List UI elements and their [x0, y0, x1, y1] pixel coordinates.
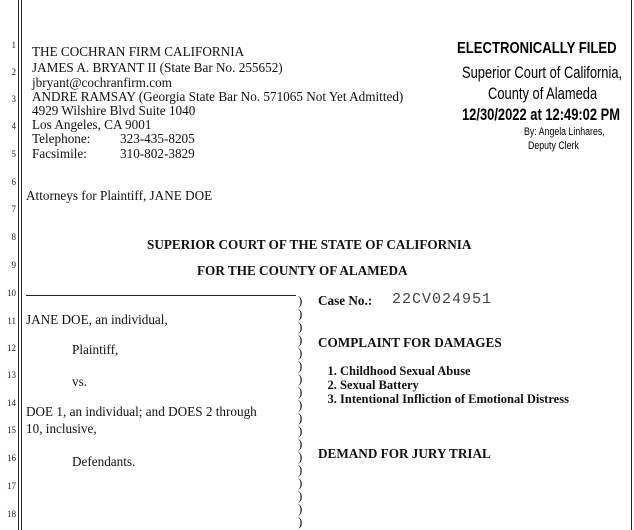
causes-of-action-list — [318, 364, 634, 406]
telephone-label: Telephone: — [32, 131, 91, 146]
line-number: 2 — [11, 67, 16, 77]
paren-mark: ) — [298, 397, 303, 412]
stamp-clerk: By: Angela Linhares, — [524, 126, 605, 138]
address-line: 4929 Wilshire Blvd Suite 1040 — [32, 103, 196, 118]
line-number: 13 — [7, 370, 16, 380]
jury-demand: DEMAND FOR JURY TRIAL — [318, 446, 491, 461]
line-number: 7 — [11, 204, 16, 214]
complaint-title: COMPLAINT FOR DAMAGES — [318, 335, 502, 350]
line-number: 9 — [11, 260, 16, 270]
paren-mark: ) — [298, 423, 303, 438]
paren-mark: ) — [298, 475, 303, 490]
attorney-line: JAMES A. BRYANT II (State Bar No. 255652) — [32, 60, 283, 75]
paren-mark: ) — [298, 449, 303, 464]
stamp-datetime: 12/30/2022 at 12:49:02 PM — [462, 105, 621, 124]
line-number: 4 — [11, 121, 16, 131]
cause-of-action: 1. Childhood Sexual Abuse — [340, 364, 634, 378]
stamp-court: Superior Court of California, — [462, 63, 623, 82]
case-number: 22CV024951 — [392, 291, 493, 308]
paren-mark: ) — [298, 345, 303, 360]
versus: vs. — [72, 374, 88, 389]
cause-of-action: 3. Intentional Infliction of Emotional Distress — [340, 392, 634, 406]
paren-mark: ) — [298, 358, 303, 373]
telephone-value: 323-435-8205 — [120, 131, 195, 146]
line-number: 3 — [11, 94, 16, 104]
address-line: Los Angeles, CA 9001 — [32, 117, 152, 132]
plaintiff-role: Plaintiff, — [72, 342, 119, 357]
line-number: 14 — [7, 398, 16, 408]
attorneys-for: Attorneys for Plaintiff, JANE DOE — [26, 188, 213, 203]
paren-mark: ) — [298, 332, 303, 347]
line-number: 15 — [7, 425, 16, 435]
court-county: FOR THE COUNTY OF ALAMEDA — [197, 263, 408, 278]
paren-mark: ) — [298, 436, 303, 451]
line-number: 17 — [7, 481, 16, 491]
attorney-line: ANDRE RAMSAY (Georgia State Bar No. 571065 Not Yet Admitted) — [32, 89, 404, 104]
margin-rule-inner — [21, 0, 22, 530]
paren-mark: ) — [298, 371, 303, 386]
stamp-county: County of Alameda — [488, 84, 598, 103]
caption-top-rule — [26, 295, 296, 296]
case-number-label: Case No.: — [318, 293, 373, 308]
line-number: 16 — [7, 453, 16, 463]
paren-mark: ) — [298, 306, 303, 321]
defendants-line1: DOE 1, an individual; and DOES 2 through — [26, 404, 257, 419]
margin-rule-outer — [18, 0, 19, 530]
facsimile-label: Facsimile: — [32, 146, 87, 161]
line-number: 12 — [7, 343, 16, 353]
facsimile-value: 310-802-3829 — [120, 146, 195, 161]
court-title: SUPERIOR COURT OF THE STATE OF CALIFORNIA — [147, 237, 472, 252]
line-number: 8 — [11, 232, 16, 242]
paren-mark: ) — [298, 462, 303, 477]
line-number: 18 — [7, 509, 16, 519]
defendants-role: Defendants. — [72, 454, 136, 469]
paren-mark: ) — [298, 293, 303, 308]
line-number: 6 — [11, 177, 16, 187]
defendants-line2: 10, inclusive, — [26, 421, 97, 436]
line-number: 5 — [11, 149, 16, 159]
paren-mark: ) — [298, 514, 303, 529]
paren-mark: ) — [298, 488, 303, 503]
paren-mark: ) — [298, 319, 303, 334]
paren-mark: ) — [298, 410, 303, 425]
line-number: 1 — [11, 40, 16, 50]
line-number: 11 — [7, 316, 16, 326]
stamp-clerk-role: Deputy Clerk — [528, 140, 579, 152]
cause-of-action: 2. Sexual Battery — [340, 378, 634, 392]
stamp-heading: ELECTRONICALLY FILED — [457, 40, 617, 57]
margin-rule-right — [631, 0, 632, 530]
line-number: 10 — [7, 288, 16, 298]
paren-mark: ) — [298, 384, 303, 399]
plaintiff-name: JANE DOE, an individual, — [26, 312, 168, 327]
attorney-email: jbryant@cochranfirm.com — [32, 75, 172, 90]
paren-mark: ) — [298, 501, 303, 516]
firm-name: THE COCHRAN FIRM CALIFORNIA — [32, 44, 245, 59]
